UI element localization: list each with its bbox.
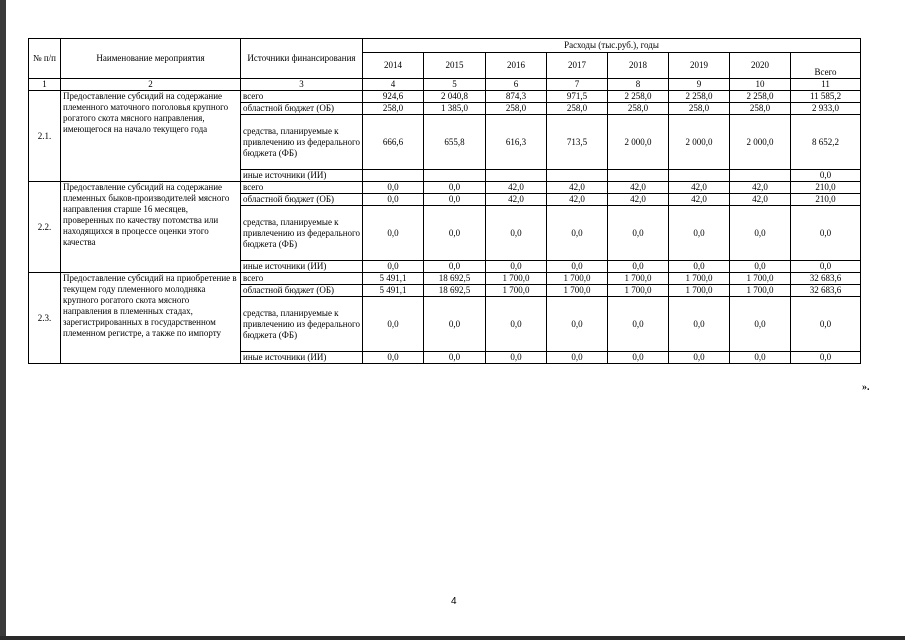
value-cell: 1 700,0 [547,273,608,285]
header-year: 2017 [547,53,608,79]
header-year: 2018 [608,53,669,79]
value-cell: 2 933,0 [791,103,861,115]
value-cell: 258,0 [363,103,424,115]
value-cell: 1 700,0 [608,273,669,285]
value-cell: 874,3 [486,91,547,103]
value-cell [730,170,791,182]
value-cell: 1 700,0 [608,285,669,297]
column-number: 2 [61,79,241,91]
value-cell: 32 683,6 [791,273,861,285]
value-cell: 0,0 [486,352,547,364]
header-year: 2014 [363,53,424,79]
header-year: 2015 [424,53,486,79]
header-year: 2019 [669,53,730,79]
section-number: 2.2. [29,182,61,273]
column-number: 5 [424,79,486,91]
value-cell: 0,0 [791,170,861,182]
value-cell: 42,0 [486,194,547,206]
value-cell: 18 692,5 [424,273,486,285]
source-label: областной бюджет (ОБ) [241,194,363,206]
value-cell: 616,3 [486,115,547,170]
value-cell: 5 491,1 [363,285,424,297]
section-name: Предоставление субсидий на содержание племенных быков-производителей мясного направления старше 16 месяцев, проверенных по качеству потомства или находящихся в процессе оценки этого качества [61,182,241,273]
column-number: 4 [363,79,424,91]
value-cell: 258,0 [730,103,791,115]
table-row [29,182,861,194]
source-label: средства, планируемые к привлечению из федерального бюджета (ФБ) [241,206,363,261]
value-cell: 2 258,0 [730,91,791,103]
source-label: иные источники (ИИ) [241,352,363,364]
value-cell: 0,0 [791,206,861,261]
source-label: всего [241,182,363,194]
column-number: 10 [730,79,791,91]
value-cell: 0,0 [424,194,486,206]
value-cell: 0,0 [791,297,861,352]
value-cell: 258,0 [486,103,547,115]
value-cell: 0,0 [424,182,486,194]
value-cell: 0,0 [363,261,424,273]
column-number: 1 [29,79,61,91]
value-cell: 0,0 [547,261,608,273]
header-num: № п/п [29,39,61,79]
header-row [29,39,861,53]
value-cell: 0,0 [424,261,486,273]
value-cell: 0,0 [363,352,424,364]
value-cell [424,170,486,182]
section-name: Предоставление субсидий на содержание племенного маточного поголовья крупного рогатого скота мясного направления, имеющегося на начало текущего года [61,91,241,182]
value-cell: 42,0 [486,182,547,194]
section-number: 2.3. [29,273,61,364]
value-cell: 42,0 [669,194,730,206]
header-year: 2020 [730,53,791,79]
value-cell: 210,0 [791,182,861,194]
value-cell [547,170,608,182]
value-cell: 1 700,0 [669,273,730,285]
value-cell: 1 700,0 [486,285,547,297]
value-cell: 210,0 [791,194,861,206]
value-cell: 0,0 [730,297,791,352]
value-cell: 5 491,1 [363,273,424,285]
section-name: Предоставление субсидий на приобретение в текущем году племенного молодняка крупного рогатого скота мясного направления в племенных стадах, зарегистрированных в государственном племенном регистре, а также по импорту [61,273,241,364]
value-cell: 0,0 [486,261,547,273]
value-cell: 1 700,0 [547,285,608,297]
header-expenses: Расходы (тыс.руб.), годы [363,39,861,53]
value-cell: 0,0 [363,297,424,352]
value-cell: 2 258,0 [669,91,730,103]
value-cell: 713,5 [547,115,608,170]
value-cell: 0,0 [424,352,486,364]
value-cell: 924,6 [363,91,424,103]
value-cell: 42,0 [547,182,608,194]
budget-table [28,38,861,364]
value-cell: 32 683,6 [791,285,861,297]
value-cell: 0,0 [363,206,424,261]
section-number: 2.1. [29,91,61,182]
header-year: 2016 [486,53,547,79]
value-cell: 0,0 [547,206,608,261]
value-cell: 0,0 [424,206,486,261]
source-label: средства, планируемые к привлечению из федерального бюджета (ФБ) [241,115,363,170]
value-cell: 2 000,0 [730,115,791,170]
value-cell: 8 652,2 [791,115,861,170]
value-cell: 1 700,0 [486,273,547,285]
value-cell [669,170,730,182]
value-cell [486,170,547,182]
header-total: Всего [791,53,861,79]
scan-edge-left [0,0,6,640]
source-label: всего [241,273,363,285]
value-cell: 0,0 [486,206,547,261]
value-cell: 666,6 [363,115,424,170]
value-cell: 0,0 [669,352,730,364]
scan-edge-bottom [0,636,905,640]
value-cell: 1 700,0 [669,285,730,297]
value-cell [608,170,669,182]
value-cell: 2 000,0 [669,115,730,170]
source-label: иные источники (ИИ) [241,170,363,182]
value-cell: 0,0 [608,261,669,273]
value-cell: 0,0 [669,261,730,273]
value-cell: 0,0 [669,297,730,352]
value-cell: 258,0 [608,103,669,115]
value-cell: 0,0 [608,352,669,364]
value-cell: 0,0 [730,206,791,261]
value-cell: 0,0 [791,261,861,273]
column-number: 3 [241,79,363,91]
column-number: 6 [486,79,547,91]
source-label: всего [241,91,363,103]
value-cell: 0,0 [363,194,424,206]
value-cell: 42,0 [608,182,669,194]
value-cell: 2 000,0 [608,115,669,170]
column-number: 8 [608,79,669,91]
source-label: областной бюджет (ОБ) [241,285,363,297]
value-cell: 0,0 [547,352,608,364]
header-source: Источники финансирования [241,39,363,79]
value-cell: 971,5 [547,91,608,103]
value-cell: 1 700,0 [730,285,791,297]
value-cell: 0,0 [669,206,730,261]
value-cell: 2 258,0 [608,91,669,103]
value-cell: 0,0 [363,182,424,194]
value-cell: 258,0 [547,103,608,115]
column-number: 7 [547,79,608,91]
value-cell: 258,0 [669,103,730,115]
value-cell: 42,0 [669,182,730,194]
column-number: 9 [669,79,730,91]
source-label: средства, планируемые к привлечению из федерального бюджета (ФБ) [241,297,363,352]
closing-quote-mark: ». [862,382,870,393]
header-name: Наименование мероприятия [61,39,241,79]
value-cell: 42,0 [730,182,791,194]
value-cell: 0,0 [730,261,791,273]
table-row [29,91,861,103]
column-number: 11 [791,79,861,91]
value-cell: 1 385,0 [424,103,486,115]
value-cell: 0,0 [424,297,486,352]
value-cell [363,170,424,182]
value-cell: 42,0 [730,194,791,206]
source-label: областной бюджет (ОБ) [241,103,363,115]
value-cell: 0,0 [486,297,547,352]
value-cell: 0,0 [608,297,669,352]
value-cell: 42,0 [608,194,669,206]
value-cell: 2 040,8 [424,91,486,103]
value-cell: 0,0 [608,206,669,261]
source-label: иные источники (ИИ) [241,261,363,273]
value-cell: 18 692,5 [424,285,486,297]
page-number: 4 [451,596,457,607]
value-cell: 0,0 [730,352,791,364]
value-cell: 0,0 [547,297,608,352]
value-cell: 42,0 [547,194,608,206]
table-row [29,273,861,285]
value-cell: 0,0 [791,352,861,364]
value-cell: 11 585,2 [791,91,861,103]
value-cell: 655,8 [424,115,486,170]
column-number-row [29,79,861,91]
value-cell: 1 700,0 [730,273,791,285]
